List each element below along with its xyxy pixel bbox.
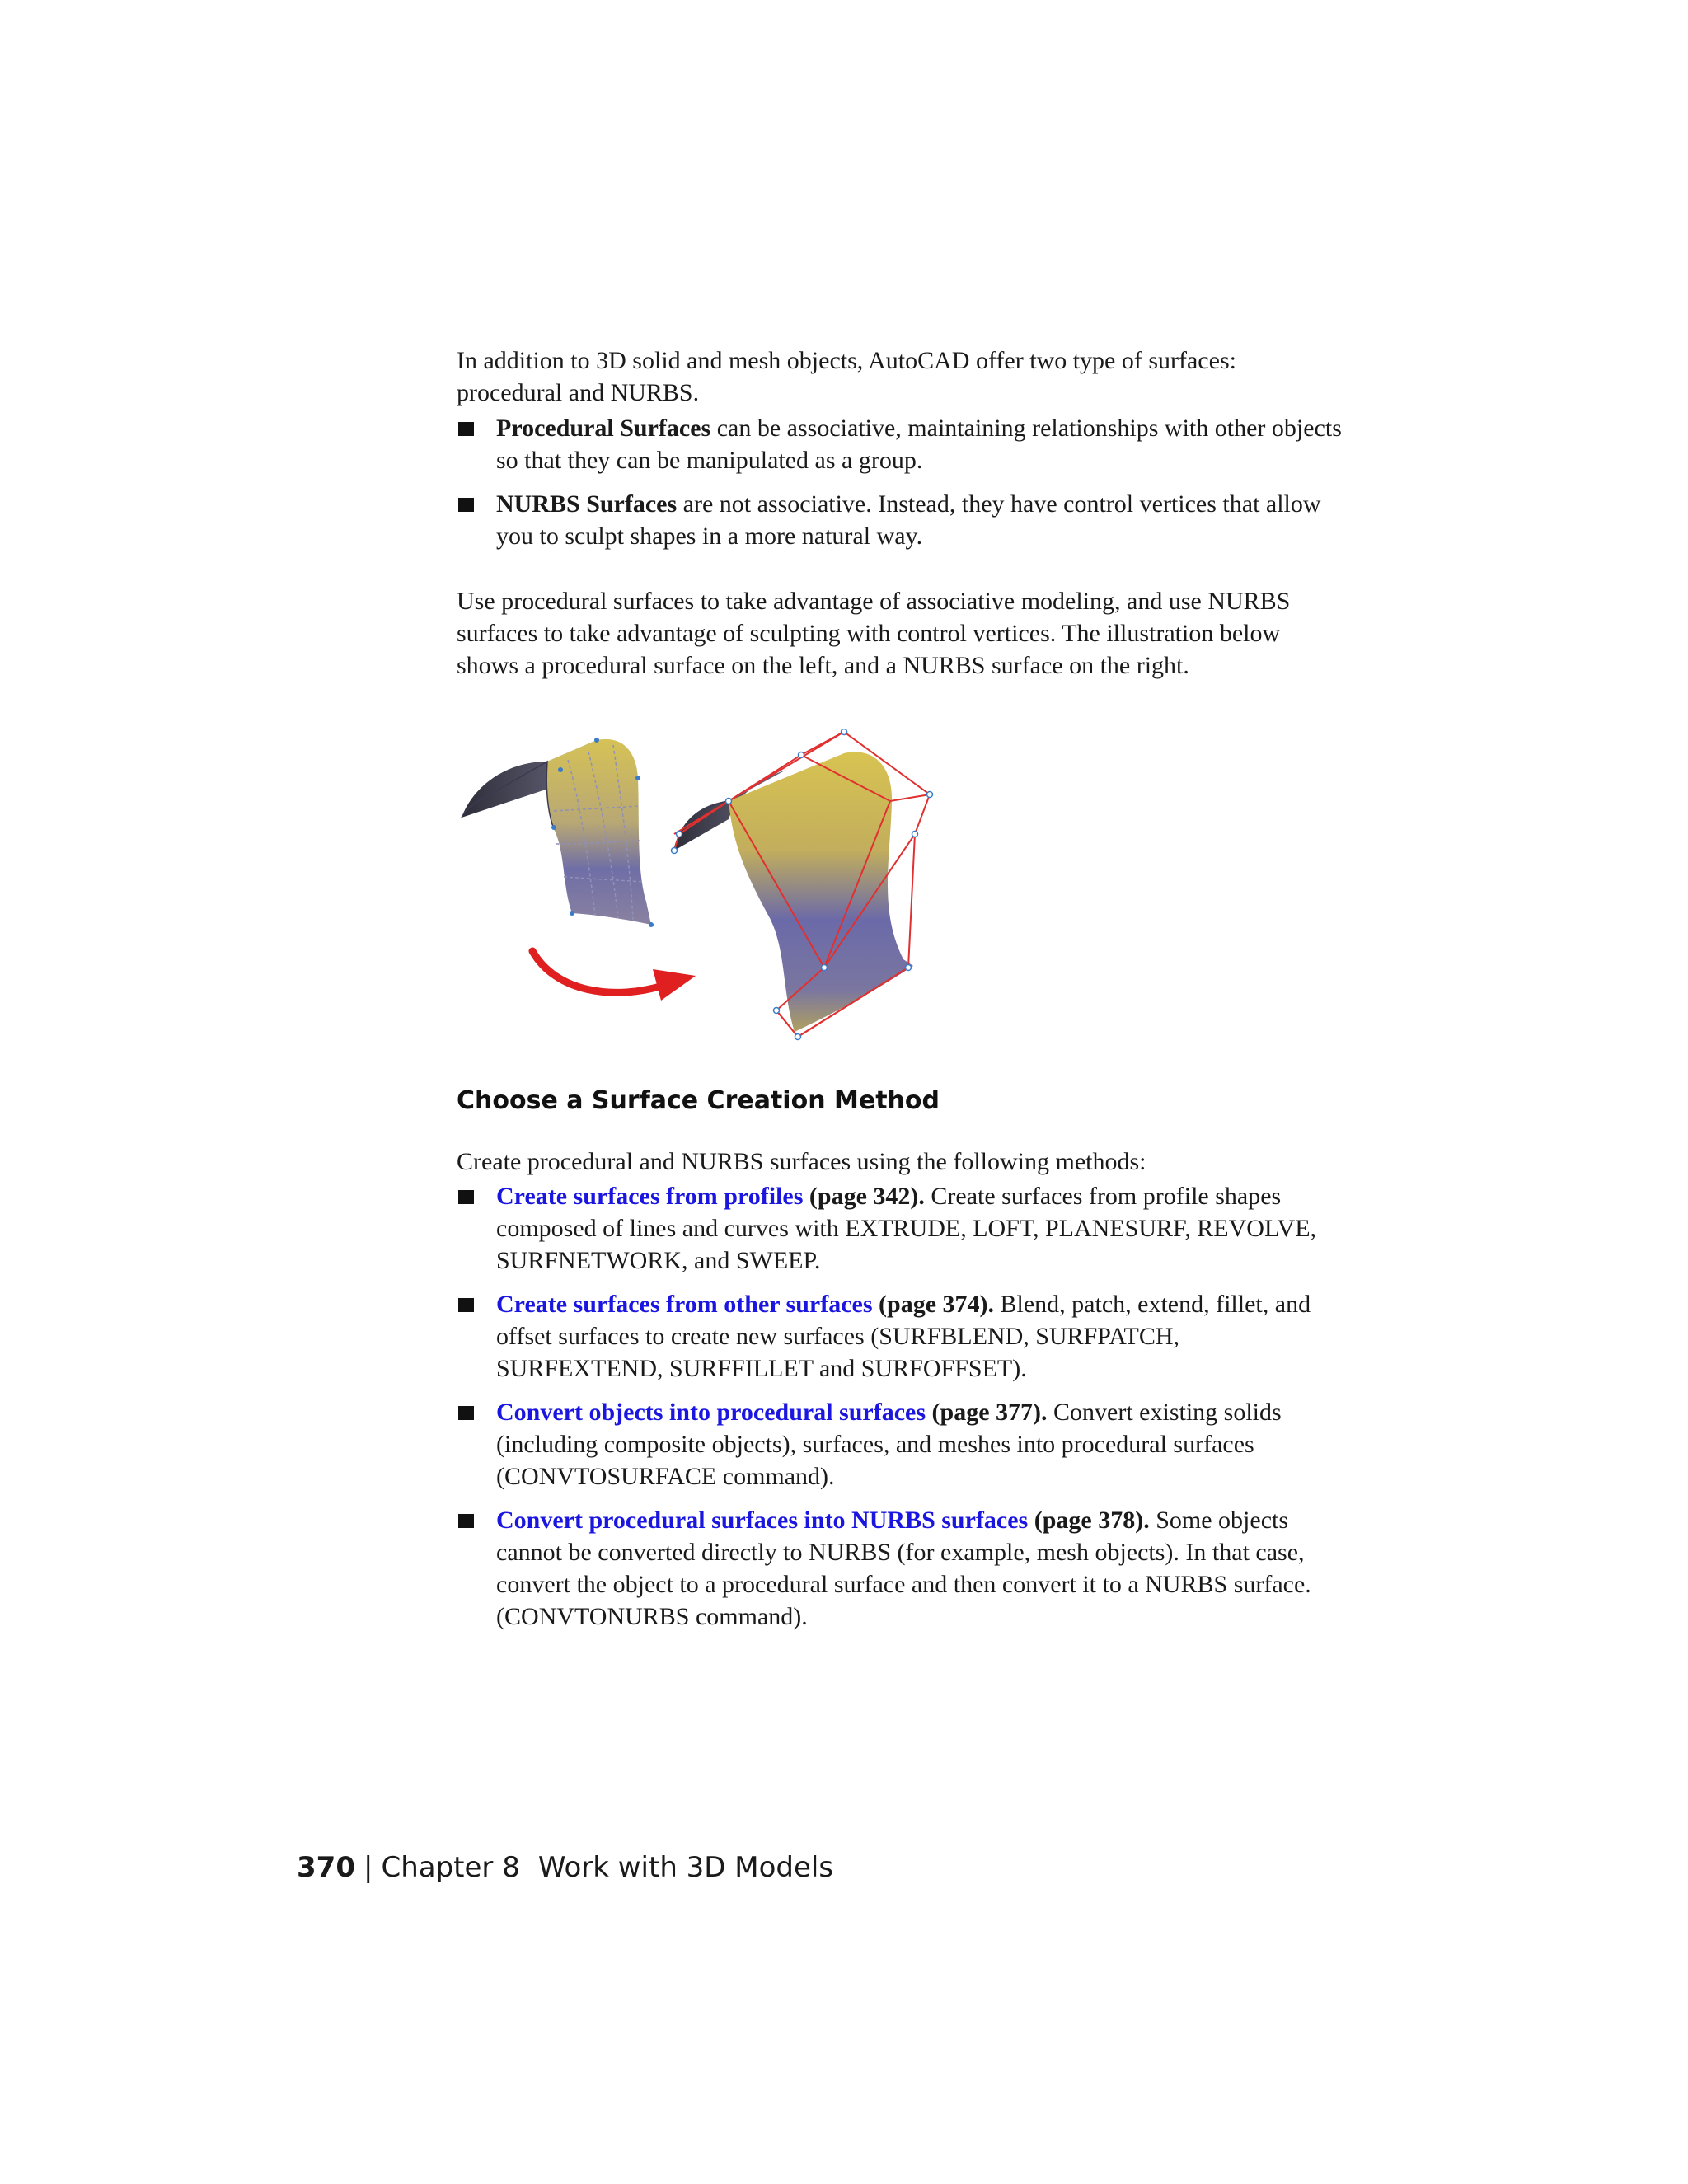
- footer-separator: |: [363, 1851, 373, 1884]
- usage-paragraph: Use procedural surfaces to take advantage of associative modeling, and use NURBS surfaces to take advantage of sculpting with control vertices. The illustration below shows a procedural surface on the left, and a NURBS surface on the right.: [457, 588, 1291, 679]
- page-footer: [297, 1849, 833, 1886]
- term-procedural-surfaces: Procedural Surfaces: [496, 415, 711, 442]
- link-create-surfaces-from-other-surfaces[interactable]: Create surfaces from other surfaces: [496, 1291, 873, 1318]
- bullet-square-icon: [458, 498, 474, 512]
- bullet-square-icon: [458, 1190, 474, 1204]
- list-item: [457, 1180, 1343, 1277]
- page-reference: (page 378).: [1028, 1507, 1150, 1534]
- page-reference: (page 342).: [803, 1183, 925, 1210]
- methods-lead: Create procedural and NURBS surfaces using the following methods:: [457, 1148, 1146, 1175]
- link-convert-objects-into-procedural-surfaces[interactable]: Convert objects into procedural surfaces: [496, 1399, 926, 1426]
- item-text: can be associative, maintaining relationships with other objects so that they can be manipulated as a group.: [496, 415, 1342, 474]
- item-text: Blend, patch, extend, fillet, and offset surfaces to create new surfaces (SURFBLEND, SURFPATCH, SURFEXTEND, SURFFILLET and SURFOFFSET).: [496, 1291, 1311, 1382]
- procedural-surface: [462, 738, 654, 927]
- list-item: [457, 1288, 1343, 1385]
- surface-types-list-container: [457, 412, 1343, 564]
- surface-types-list: [457, 412, 1343, 552]
- intro-paragraph: In addition to 3D solid and mesh objects, AutoCAD offer two type of surfaces: procedural and NURBS.: [457, 347, 1236, 406]
- section-heading: Choose a Surface Creation Method: [457, 1086, 940, 1115]
- surfaces-illustration: [457, 729, 976, 1048]
- list-item: [457, 1504, 1343, 1633]
- list-item: [457, 412, 1343, 476]
- surfaces-illustration-svg: [457, 729, 976, 1048]
- bullet-square-icon: [458, 1298, 474, 1312]
- page-reference: (page 374).: [872, 1291, 995, 1318]
- term-nurbs-surfaces: NURBS Surfaces: [496, 490, 678, 518]
- methods-list: [457, 1180, 1343, 1633]
- conversion-arrow: [532, 951, 696, 1001]
- usage-block: [457, 585, 1343, 682]
- link-convert-procedural-surfaces-into-nurbs[interactable]: Convert procedural surfaces into NURBS surfaces: [496, 1507, 1029, 1534]
- item-text: Some objects cannot be converted directly to NURBS (for example, mesh objects). In that case, convert the object to a procedural surface and then convert it to a NURBS surface. (CONVTONURBS command).: [496, 1507, 1311, 1630]
- page-reference: (page 377).: [926, 1399, 1048, 1426]
- item-text: Create surfaces from profile shapes composed of lines and curves with EXTRUDE, LOFT, PLANESURF, REVOLVE, SURFNETWORK, and SWEEP.: [496, 1183, 1317, 1274]
- item-text: Convert existing solids (including composite objects), surfaces, and meshes into procedural surfaces (CONVTOSURFACE command).: [496, 1399, 1282, 1490]
- bullet-square-icon: [458, 1514, 474, 1528]
- nurbs-surface: [672, 729, 933, 1040]
- methods-list-container: [457, 1180, 1343, 1644]
- chapter-label: Chapter 8: [381, 1851, 520, 1884]
- chapter-title: Work with 3D Models: [537, 1851, 834, 1884]
- bullet-square-icon: [458, 1406, 474, 1420]
- item-text: are not associative. Instead, they have control vertices that allow you to sculpt shapes in a more natural way.: [496, 490, 1321, 550]
- bullet-square-icon: [458, 422, 474, 436]
- page-number: 370: [297, 1851, 355, 1884]
- methods-lead-block: [457, 1146, 1343, 1178]
- intro-block: [457, 344, 1343, 409]
- list-item: [457, 488, 1343, 552]
- link-create-surfaces-from-profiles[interactable]: Create surfaces from profiles: [496, 1183, 804, 1210]
- list-item: [457, 1396, 1343, 1493]
